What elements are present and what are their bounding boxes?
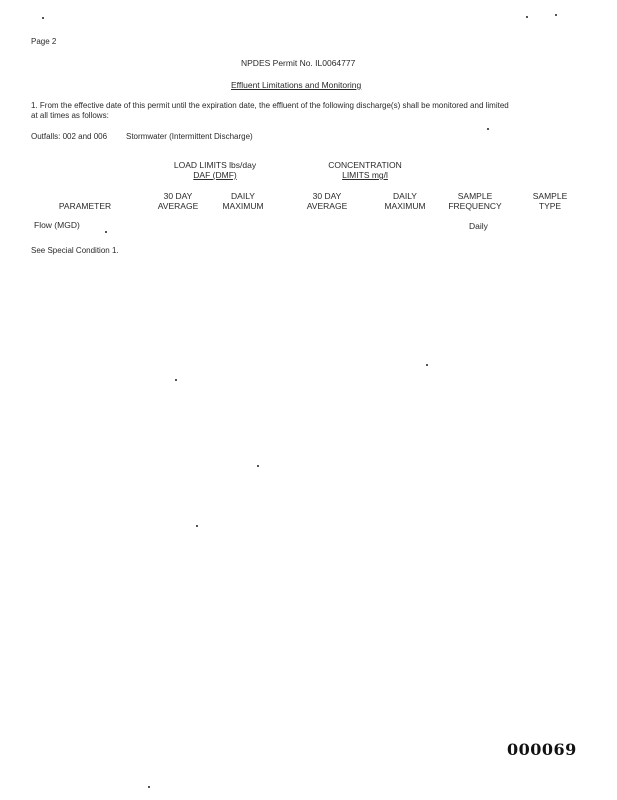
scan-speck <box>555 14 557 16</box>
scan-speck <box>148 786 150 788</box>
col-load-30-day-l2: AVERAGE <box>157 201 199 211</box>
col-sample-frequency <box>440 191 510 211</box>
col-sample-type <box>520 191 580 211</box>
scan-speck <box>487 128 489 130</box>
section-title: Effluent Limitations and Monitoring <box>231 80 362 90</box>
col-conc-daily <box>375 191 435 211</box>
col-sample-type-l1: SAMPLE <box>532 191 568 201</box>
concentration-title: CONCENTRATION <box>328 160 402 170</box>
col-sample-frequency-l1: SAMPLE <box>457 191 493 201</box>
document-number: 000069 <box>507 740 577 759</box>
scan-speck <box>257 465 259 467</box>
intro-line-1: 1. From the effective date of this permit until the expiration date, the effluent of the following discharge(s) shall be monitored and limited <box>31 101 509 110</box>
scan-speck <box>526 16 528 18</box>
outfalls-description: Stormwater (Intermittent Discharge) <box>126 132 253 141</box>
load-limits-title: LOAD LIMITS lbs/day <box>173 160 257 170</box>
scan-speck <box>196 525 198 527</box>
concentration-header <box>310 160 420 180</box>
col-parameter: PARAMETER <box>58 201 112 211</box>
table-row-frequency: Daily <box>469 221 488 231</box>
col-conc-daily-l1: DAILY <box>393 191 417 201</box>
load-limits-header <box>160 160 270 180</box>
permit-title: NPDES Permit No. IL0064777 <box>241 58 356 68</box>
load-limits-subtitle: DAF (DMF) <box>193 170 237 180</box>
col-load-30-day <box>148 191 208 211</box>
intro-line-2: at all times as follows: <box>31 111 109 120</box>
scan-speck <box>42 17 44 19</box>
concentration-subtitle: LIMITS mg/l <box>342 170 388 180</box>
col-load-daily <box>213 191 273 211</box>
col-conc-30-day-l1: 30 DAY <box>312 191 342 201</box>
col-conc-30-day-l2: AVERAGE <box>306 201 348 211</box>
outfalls-label: Outfalls: 002 and 006 <box>31 132 108 141</box>
col-conc-30-day <box>297 191 357 211</box>
scan-speck <box>426 364 428 366</box>
scan-speck <box>105 231 107 233</box>
scan-speck <box>175 379 177 381</box>
col-load-30-day-l1: 30 DAY <box>163 191 193 201</box>
table-row-parameter: Flow (MGD) <box>34 220 80 230</box>
special-condition-note: See Special Condition 1. <box>31 246 119 255</box>
col-sample-frequency-l2: FREQUENCY <box>448 201 502 211</box>
col-load-daily-l1: DAILY <box>231 191 255 201</box>
col-load-daily-l2: MAXIMUM <box>222 201 264 211</box>
col-sample-type-l2: TYPE <box>538 201 562 211</box>
page-label: Page 2 <box>31 37 57 46</box>
col-conc-daily-l2: MAXIMUM <box>384 201 426 211</box>
